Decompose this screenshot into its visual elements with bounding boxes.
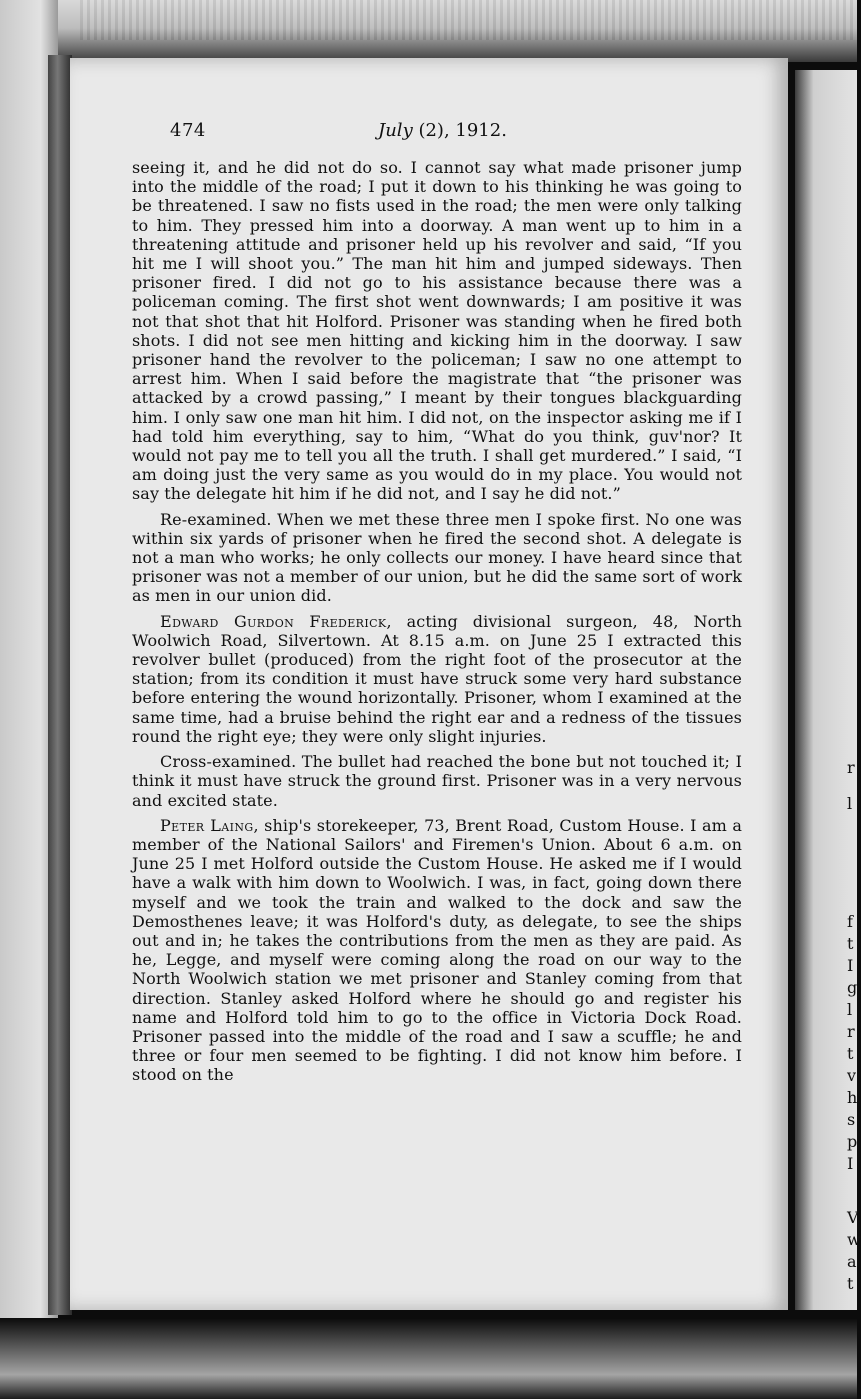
scan-top-background: [0, 0, 857, 62]
edge-letter: v: [847, 1066, 857, 1085]
edge-letter: l: [847, 1000, 853, 1019]
book-binding-edge: [48, 55, 72, 1315]
page-number: 474: [170, 120, 206, 141]
edge-letter: t: [847, 1274, 854, 1293]
paragraph-re-examined: [132, 510, 742, 606]
witness-name: Peter Laing: [160, 815, 254, 835]
paragraph-text: Cross-examined. The bullet had reached the bone but not touched it; I think it must have struck the ground first. Prisoner was in a very nervous and excited state.: [132, 752, 742, 810]
edge-letter: I: [847, 956, 854, 975]
witness-name: Edward Gurdon Frederick: [160, 611, 387, 631]
paragraph-continued-testimony: [132, 158, 742, 504]
edge-letter: l: [847, 794, 853, 813]
edge-letter: r: [847, 758, 855, 777]
edge-letter: s: [847, 1110, 856, 1129]
edge-letter: a: [847, 1252, 857, 1271]
running-head-date: [378, 120, 507, 141]
edge-letter: t: [847, 934, 854, 953]
edge-letter: f: [847, 912, 853, 931]
edge-letter: p: [847, 1132, 858, 1151]
edge-letter: I: [847, 1154, 854, 1173]
paragraph-text: , ship's storekeeper, 73, Brent Road, Custom House. I am a member of the National Sailors' and Firemen's Union. About 6 a.m. on June 25 I met Holford outside the Custom House. He asked me if I would have a walk with him down to Woolwich. I was, in fact, going down there myself and we took the train and walked to the dock and saw the Demosthenes leave; it was Holford's duty, as delegate, to see the ships out and in; he takes the contributions from the men as they are paid. As he, Legge, and myself were coming along the road on our way to the North Woolwich station we met prisoner and Stanley coming from that direction. Stanley asked Holford where he should go and register his name and Holford told him to go to the office in Victoria Dock Road. Prisoner passed into the middle of the road and I saw a scuffle; he and three or four men seemed to be fighting. I did not know him before. I stood on the: [132, 815, 742, 1085]
body-text: [132, 158, 742, 1085]
paragraph-cross-examined: [132, 752, 742, 810]
facing-page-edge: [795, 70, 861, 1310]
edge-letter: r: [847, 1022, 855, 1041]
paragraph-text: seeing it, and he did not do so. I cannot say what made prisoner jump into the middle of the road; I put it down to his thinking he was going to be threatened. I saw no fists used in the road; the men were only talking to him. They pressed him into a doorway. A man went up to him in a threatening attitude and prisoner held up his revolver and said, “If you hit me I will shoot you.” The man hit him and jumped sideways. Then prisoner fired. I did not go to his assistance because there was a policeman coming. The first shot went downwards; I am positive it was not that shot that hit Holford. Prisoner was standing when he fired both shots. I did not see men hitting and kicking him in the doorway. I saw prisoner hand the revolver to the policeman; I saw no one attempt to arrest him. When I said before the magistrate that “the prisoner was attacked by a crowd passing,” I meant by their tongues blackguarding him. I only saw one man hit him. I did not, on the inspector asking me if I had told him everything, say to him, “What do you think, guv'nor? It would not pay me to tell you all the truth. I shall get murdered.” I said, “I am doing just the very same as you would do in my place. You would not say the delegate hit him if he did not, and I say he did not.”: [132, 158, 742, 504]
edge-letter: V: [847, 1208, 859, 1227]
running-head-month: July: [378, 120, 413, 141]
paragraph-witness-laing: [132, 816, 742, 1085]
edge-letter: h: [847, 1088, 858, 1107]
scan-bottom-background: [0, 1318, 857, 1399]
edge-letter: t: [847, 1044, 854, 1063]
paragraph-text: Re-examined. When we met these three men I spoke first. No one was within six yards of prisoner when he fired the second shot. A delegate is not a man who works; he only collects our money. I have heard since that prisoner was not a member of our union, but he did the same sort of work as men in our union did.: [132, 509, 742, 606]
edge-letter: g: [847, 978, 858, 997]
paragraph-witness-frederick: [132, 612, 742, 746]
paragraph-text: , acting divisional surgeon, 48, North Woolwich Road, Silvertown. At 8.15 a.m. on June 25 I extracted this revolver bullet (produced) from the right foot of the prosecutor at the station; from its condition it must have struck some very hard substance before entering the wound horizontally. Prisoner, whom I examined at the same time, had a bruise behind the right ear and a redness of the tissues round the right eye; they were only slight injuries.: [132, 611, 742, 746]
running-header: [170, 120, 730, 150]
running-head-date-rest: (2), 1912.: [412, 120, 507, 141]
edge-letter: w: [847, 1230, 861, 1249]
